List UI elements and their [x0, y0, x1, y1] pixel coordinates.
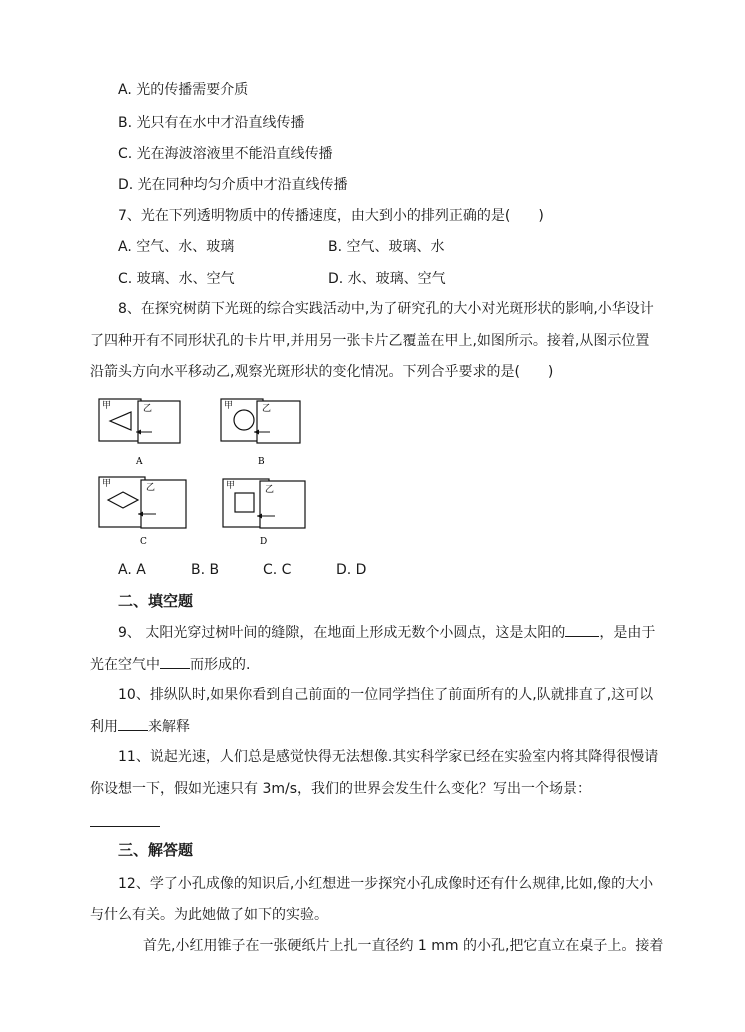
q8-option-b: B. B: [191, 562, 220, 578]
section-heading-answer: 三、解答题: [118, 841, 194, 859]
q11-line2: 你设想一下，假如光速只有 3m/s，我们的世界会发生什么变化？写出一个场景：: [90, 781, 592, 797]
q7-option-b: B. 空气、玻璃、水: [328, 239, 445, 255]
figure-c-card2-label: 乙: [146, 483, 156, 493]
q6-option-a: A. 光的传播需要介质: [118, 82, 249, 98]
figure-a: [96, 394, 196, 473]
q6-option-b: B. 光只有在水中才沿直线传播: [118, 115, 305, 131]
q12-line2: 与什么有关。为此她做了如下的实验。: [90, 907, 328, 923]
q10-text-1: 利用: [90, 719, 118, 735]
figure-b-card2-label: 乙: [262, 404, 272, 414]
q8-stem-line1: 8、在探究树荫下光斑的综合实践活动中,为了研究孔的大小对光斑形状的影响,小华设计: [118, 301, 654, 317]
figure-b-card1-label: 甲: [224, 401, 234, 411]
q9-line1: [118, 622, 655, 643]
q7-option-d: D. 水、玻璃、空气: [328, 271, 446, 287]
q7-option-c: C. 玻璃、水、空气: [118, 271, 235, 287]
figure-b: [218, 394, 318, 473]
q12-line3: 首先,小红用锥子在一张硬纸片上扎一直径约 1 mm 的小孔,把它直立在桌子上。接着: [143, 938, 664, 954]
q8-stem-line2: 了四种开有不同形状孔的卡片甲,并用另一张卡片乙覆盖在甲上,如图所示。接着,从图示位置: [90, 333, 650, 349]
figure-d-label: D: [260, 537, 268, 547]
q6-option-d: D. 光在同种均匀介质中才沿直线传播: [118, 177, 348, 193]
q8-option-a: A. A: [118, 562, 146, 578]
q9-text-2: ，是由于: [599, 625, 656, 641]
q11-line1: 11、说起光速，人们总是感觉快得无法想像.其实科学家已经在实验室内将其降得很慢请: [118, 749, 659, 765]
q9-text-3: 光在空气中: [90, 657, 160, 673]
figure-a-label: A: [136, 457, 143, 467]
figure-d-card2-label: 乙: [265, 485, 275, 495]
q8-option-d: D. D: [336, 562, 367, 578]
q10-line1: 10、排纵队时,如果你看到自己前面的一位同学挡住了前面所有的人,队就排直了,这可以: [118, 687, 654, 703]
q12-line1: 12、学了小孔成像的知识后,小红想进一步探究小孔成像时还有什么规律,比如,像的大小: [118, 876, 654, 892]
figure-d: [220, 474, 330, 553]
q9-text-1: 9、 太阳光穿过树叶间的缝隙，在地面上形成无数个小圆点，这是太阳的: [118, 625, 566, 641]
q7-option-a: A. 空气、水、玻璃: [118, 239, 235, 255]
figure-a-card1-label: 甲: [102, 401, 112, 411]
q7-stem: 7、光在下列透明物质中的传播速度，由大到小的排列正确的是( ): [118, 208, 544, 224]
q9-text-4: 而形成的.: [190, 657, 251, 673]
figure-d-card1-label: 甲: [226, 481, 236, 491]
figure-c-label: C: [140, 537, 147, 547]
figure-a-card2-label: 乙: [143, 404, 153, 414]
q8-stem-line3: 沿箭头方向水平移动乙,观察光斑形状的变化情况。下列合乎要求的是( ): [90, 364, 554, 380]
q9-line2: [90, 654, 250, 675]
figure-b-label: B: [258, 457, 265, 467]
q10-line2: [90, 716, 190, 737]
q9-blank-1[interactable]: [565, 622, 599, 637]
section-heading-fill-in: 二、填空题: [118, 592, 194, 610]
q10-blank[interactable]: [118, 716, 148, 731]
q11-answer-blank[interactable]: [90, 826, 160, 827]
figure-c-card1-label: 甲: [102, 479, 112, 489]
q8-option-c: C. C: [263, 562, 292, 578]
q9-blank-2[interactable]: [160, 654, 190, 669]
q6-option-c: C. 光在海波溶液里不能沿直线传播: [118, 146, 333, 162]
figure-c: [96, 474, 206, 553]
q10-text-2: 来解释: [148, 719, 190, 735]
